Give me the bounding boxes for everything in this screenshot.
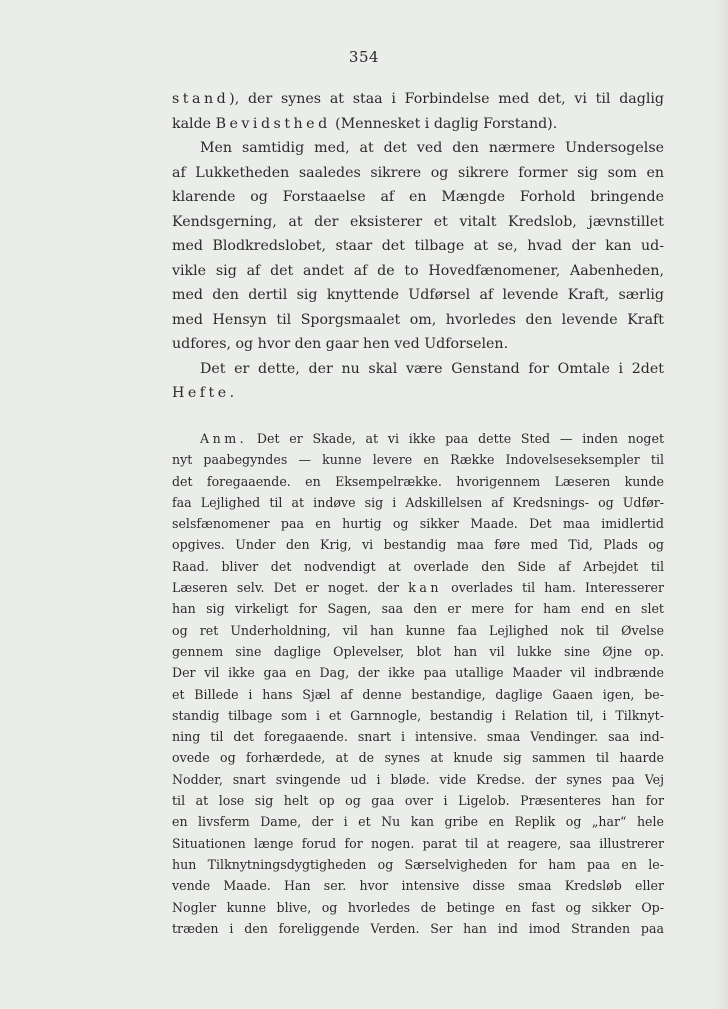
text-line: Raad. bliver det nodvendigt at overlade den Side af Arbejdet til [172, 558, 664, 574]
text-line: ning til det foregaaende. snart i intensive. smaa Vendinger. saa ind- [172, 729, 664, 745]
text-line: Situationen længe forud for nogen. parat til at reagere, saa illustrerer [172, 835, 664, 851]
text-line [172, 577, 664, 598]
note-label: Anm. [200, 431, 248, 446]
text-line: med den dertil sig knyttende Udførsel af levende Kraft, særlig [172, 287, 664, 303]
text-line: klarende og Forstaaelse af en Mængde Forhold bringende [172, 189, 664, 205]
text-line: det foregaaende. en Eksempelrække. hvorigennem Læseren kunde [172, 473, 664, 489]
text-line: faa Lejlighed til at indøve sig i Adskillelsen af Kredsnings- og Udfør- [172, 494, 664, 510]
text-line: han sig virkeligt for Sagen, saa den er mere for ham end en slet [172, 601, 664, 617]
spaced-word: kan [408, 580, 442, 596]
text-line: Hefte. [172, 385, 238, 401]
text-segment: kalde [172, 115, 216, 132]
spaced-word: Bevidsthed [215, 115, 331, 132]
text-line: en livsferm Dame, der i et Nu kan gribe en Replik og „har“ hele [172, 814, 664, 830]
text-line [172, 87, 664, 112]
text-line: vende Maade. Han ser. hvor intensive disse smaa Kredsløb eller [172, 878, 664, 894]
text-segment: (Mennesket i daglig Forstand). [330, 115, 558, 132]
text-line: Det er dette, der nu skal være Genstand for Omtale i 2det [200, 360, 664, 377]
text-line: Kendsgerning, at der eksisterer et vitalt Kredslob, jævnstillet [172, 213, 664, 230]
text-line: et Billede i hans Sjæl af denne bestandige, daglige Gaaen igen, be- [172, 686, 664, 702]
footnote-text [172, 428, 664, 939]
text-segment: overlades til ham. Interesserer [441, 580, 664, 596]
text-line: ovede og forhærdede, at de synes at knude sig sammen til haarde [172, 750, 664, 766]
text-line: udfores, og hvor den gaar hen ved Udforselen. [172, 336, 509, 352]
text-line: Der vil ikke gaa en Dag, der ikke paa utallige Maader vil indbrænde [172, 665, 664, 681]
text-line: af Lukketheden saaledes sikrere og sikrere former sig som en [172, 164, 664, 181]
text-line [172, 112, 664, 137]
text-line [172, 428, 664, 449]
text-line: til at lose sig helt op og gaa over i Ligelob. Præsenteres han for [172, 793, 664, 809]
text-segment: ), der synes at staa i Forbindelse med det, vi til daglig [229, 91, 664, 107]
text-segment: Læseren selv. Det er noget. der [172, 580, 409, 596]
text-line: hun Tilknytningsdygtigheden og Særselvigheden for ham paa en le- [172, 856, 664, 872]
text-line: nyt paabegyndes — kunne levere en Række Indovelseseksempler til [172, 452, 664, 468]
text-line: gennem sine daglige Oplevelser, blot han vil lukke sine Øjne op. [172, 643, 664, 659]
text-line: Nodder, snart svingende ud i bløde. vide Kredse. der synes paa Vej [172, 771, 664, 787]
text-line: træden i den foreliggende Verden. Ser han ind imod Stranden paa [172, 920, 664, 936]
page-number: 354 [348, 48, 380, 66]
main-text [172, 87, 664, 406]
text-line: med Hensyn til Sporgsmaalet om, hvorledes den levende Kraft [172, 311, 664, 328]
text-line: selsfænomener paa en hurtig og sikker Maade. Det maa imidlertid [172, 516, 664, 532]
text-line: Men samtidig med, at det ved den nærmere Undersogelse [200, 140, 664, 156]
text-line: opgives. Under den Krig, vi bestandig maa føre med Tid, Plads og [172, 537, 664, 553]
page-edge-shadow [712, 0, 728, 1009]
text-line: med Blodkredslobet, staar det tilbage at se, hvad der kan ud- [172, 238, 664, 254]
text-segment: Det er Skade, at vi ikke paa dette Sted — inden noget [247, 431, 664, 446]
text-line: og ret Underholdning, vil han kunne faa Lejlighed nok til Øvelse [172, 622, 664, 638]
spaced-word: stand [172, 91, 230, 107]
text-line: Nogler kunne blive, og hvorledes de betinge en fast og sikker Op- [172, 899, 664, 915]
text-line: vikle sig af det andet af de to Hovedfænomener, Aabenheden, [172, 262, 664, 279]
text-line: standig tilbage som i et Garnnogle, bestandig i Relation til, i Tilknyt- [172, 707, 664, 723]
